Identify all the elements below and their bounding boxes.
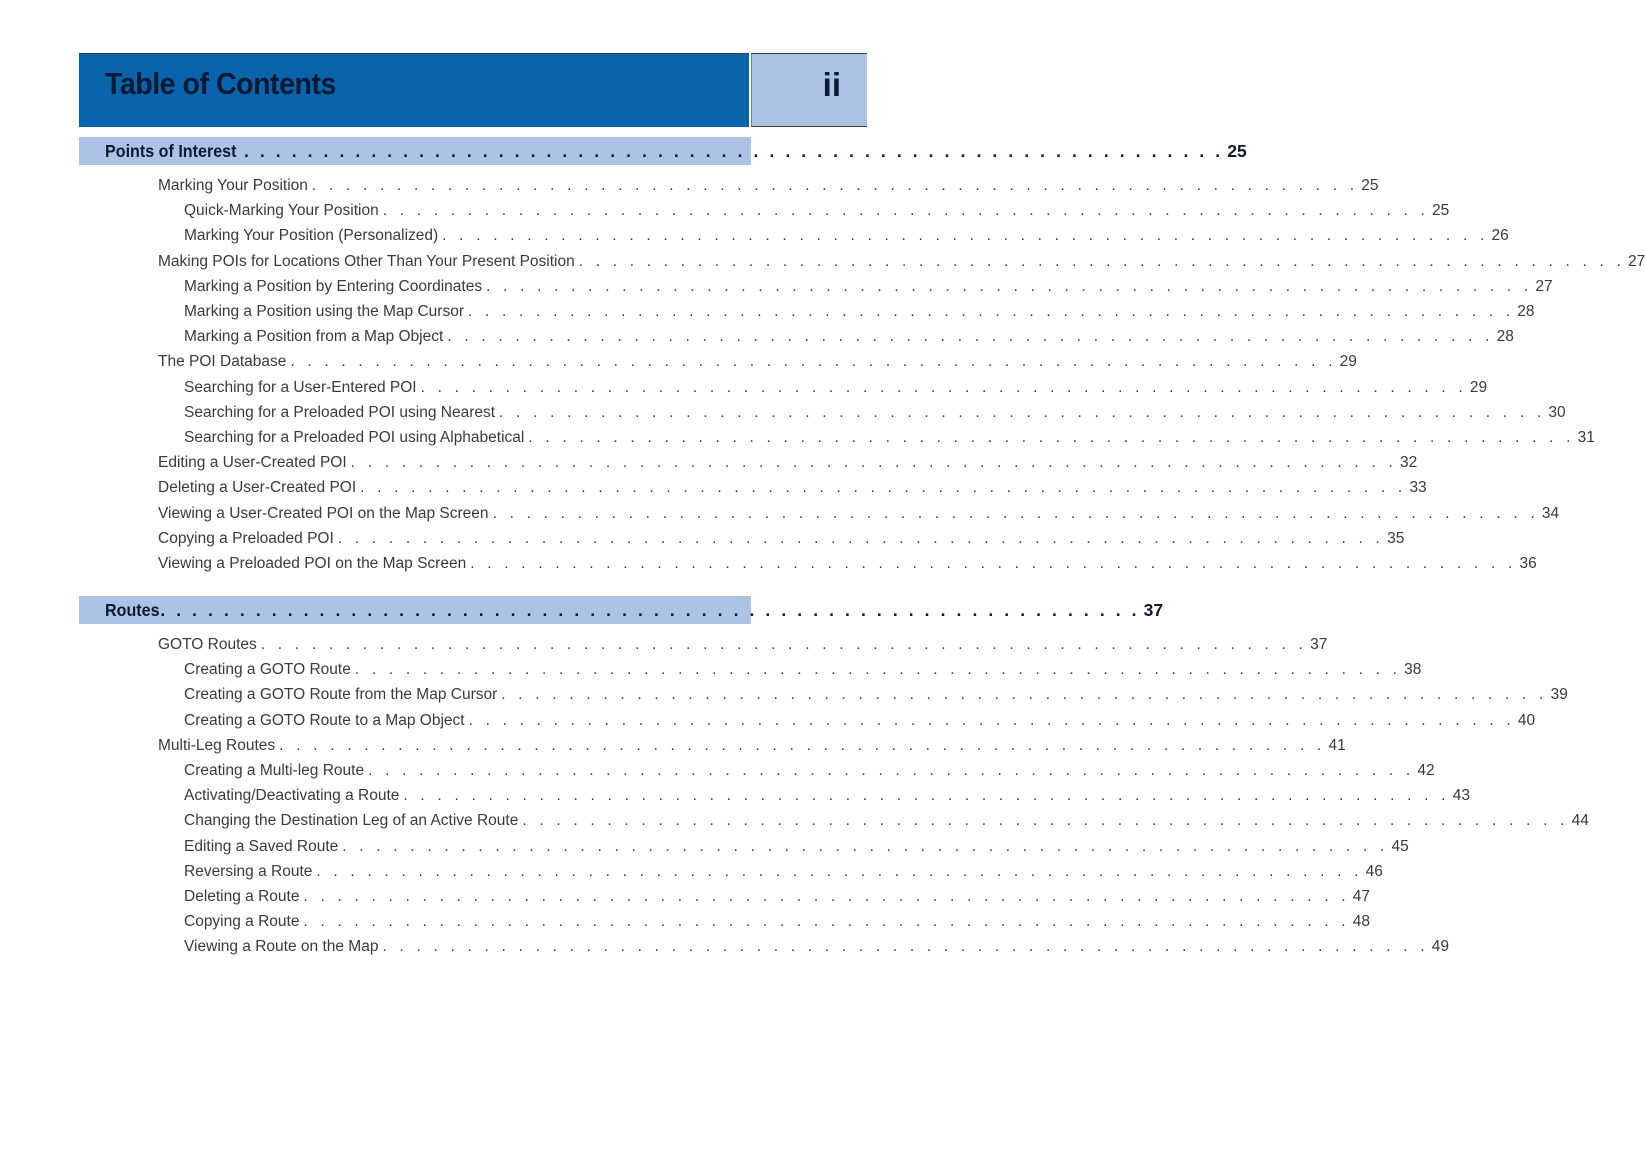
toc-subentry[interactable] <box>184 378 1488 401</box>
entry-title: Marking a Position from a Map Object <box>184 328 444 346</box>
dot-leader: . . . . . . . . . . . . . . . . . . . . . . . . . . . . . . . . . . . . . . . . . . . . . . . . . . . . . . . . . . . . . . <box>468 711 1515 729</box>
page-header <box>79 53 867 127</box>
entry-page-number: 42 <box>1417 762 1435 779</box>
entry-title: Marking Your Position <box>158 177 308 194</box>
toc-subentry[interactable] <box>184 913 1371 935</box>
dot-leader: . . . . . . . . . . . . . . . . . . . . . . . . . . . . . . . . . . . . . . . . . . . . . . . . . . . . . . . . . . . . . . <box>501 686 1548 704</box>
toc-subentry[interactable] <box>184 812 1589 834</box>
entry-title: The POI Database <box>158 353 287 371</box>
dot-leader: . . . . . . . . . . . . . . . . . . . . . . . . . . . . . . . . . . . . . . . . . . . . . . . . . . . . . . . . . . . . . . <box>360 479 1407 497</box>
dot-leader: . . . . . . . . . . . . . . . . . . . . . . . . . . . . . . . . . . . . . . . . . . . . . . . . . . . . . . . . . . . . . . <box>342 837 1389 855</box>
entry-page-number: 47 <box>1352 888 1371 905</box>
toc-subentry[interactable] <box>184 862 1383 885</box>
entry-title: Copying a Preloaded POI <box>158 529 334 547</box>
dot-leader: . . . . . . . . . . . . . . . . . . . . . . . . . . . . . . . . . . . . . . . . . . . . . . . . . . . . . . . . . . . . . . <box>382 938 1429 956</box>
entry-title: Viewing a User-Created POI on the Map Screen <box>158 504 489 522</box>
entry-page-number: 43 <box>1452 787 1470 805</box>
dot-leader: . . . . . . . . . . . . . . . . . . . . . . . . . . . . . . . . . . . . . . . . . . . . . . . . . . . . . . . . . . . . . . <box>578 252 1626 270</box>
entry-page-number: 26 <box>1491 227 1509 245</box>
dot-leader: . . . . . . . . . . . . . . . . . . . . . . . . . . . . . . . . . . . . . . . . . . . . . . . . . . . . . . . . . . . . . . <box>522 812 1569 830</box>
entry-title: Copying a Route <box>184 913 300 931</box>
dot-leader: . . . . . . . . . . . . . . . . . . . . . . . . . . . . . . . . . . . . . . . . . . . . . . . . . . . . . . . . . . . . . . <box>354 661 1402 679</box>
toc-entry[interactable] <box>158 529 1405 552</box>
entry-title: Searching for a Preloaded POI using Alphabetical <box>184 429 525 446</box>
entry-page-number: 29 <box>1339 353 1357 371</box>
entry-title: Creating a GOTO Route from the Map Cursor <box>184 686 498 704</box>
entry-page-number: 44 <box>1571 812 1589 830</box>
entry-page-number: 46 <box>1365 862 1383 880</box>
toc-subentry[interactable] <box>184 888 1371 910</box>
toc-subentry[interactable] <box>184 837 1409 860</box>
toc-entry[interactable] <box>158 555 1537 577</box>
entry-page-number: 29 <box>1469 378 1488 396</box>
entry-page-number: 37 <box>1310 636 1328 653</box>
entry-page-number: 25 <box>1361 177 1379 194</box>
toc-entry[interactable] <box>158 504 1560 527</box>
toc-subentry[interactable] <box>184 762 1435 784</box>
section-header-bar <box>79 137 1247 165</box>
dot-leader: . . . . . . . . . . . . . . . . . . . . . . . . . . . . . . . . . . . . . . . . . . . . . . . . . . . . . . . . . . . . . . <box>350 454 1397 472</box>
dot-leader: . . . . . . . . . . . . . . . . . . . . . . . . . . . . . . . . . . . . . . . . . . . . . . . . . . . . . . . . . . . . . . <box>486 277 1533 295</box>
toc-subentry[interactable] <box>184 202 1450 224</box>
toc-entry[interactable] <box>158 177 1379 199</box>
dot-leader: . . . . . . . . . . . . . . . . . . . . . . . . . . . . . . . . . . . . . . . . . . . . . . . . . . . . . . . . . . . . . . <box>279 736 1326 754</box>
entry-page-number: 32 <box>1399 454 1418 472</box>
entry-title: Marking a Position by Entering Coordinates <box>184 277 483 295</box>
toc-entry[interactable] <box>158 353 1357 375</box>
entry-page-number: 33 <box>1409 479 1427 497</box>
dot-leader: . . . . . . . . . . . . . . . . . . . . . . . . . . . . . . . . . . . . . . . . . . . . . . . . . . . . . . . . . . . . . . <box>403 787 1450 805</box>
dot-leader: . . . . . . . . . . . . . . . . . . . . . . . . . . . . . . . . . . . . . . . . . . . . . . . . . . . . . . . . . . . . . . <box>468 303 1515 320</box>
entry-page-number: 48 <box>1352 913 1371 931</box>
section-header-bar <box>79 596 1164 624</box>
toc-subentry[interactable] <box>184 711 1536 734</box>
entry-title: Editing a Saved Route <box>184 837 339 855</box>
toc-subentry[interactable] <box>184 328 1514 350</box>
entry-title: GOTO Routes <box>158 636 257 653</box>
entry-title: Multi-Leg Routes <box>158 736 276 754</box>
dot-leader: . . . . . . . . . . . . . . . . . . . . . . . . . . . . . . . . . . . . . . . . . . . . . . . . . . . . . . . . . . . . . . <box>303 913 1350 931</box>
entry-page-number: 35 <box>1387 529 1405 547</box>
toc-subentry[interactable] <box>184 227 1509 249</box>
section-page-number: 25 <box>1227 140 1247 161</box>
toc-subentry[interactable] <box>184 661 1422 683</box>
toc-entry[interactable] <box>158 479 1427 501</box>
dot-leader: . . . . . . . . . . . . . . . . . . . . . . . . . . . . . . . . . . . . . . . . . . . . . . . . . . . . . . . . . . . . . . <box>303 888 1350 905</box>
toc-entry[interactable] <box>158 252 1645 275</box>
entry-page-number: 28 <box>1496 328 1514 346</box>
dot-leader: . . . . . . . . . . . . . . . . . . . . . . . . . . . . . . . . . . . . . . . . . . . . . . . . . . . . . . . . . . . . . . <box>447 328 1494 346</box>
entry-page-number: 39 <box>1550 686 1568 704</box>
section-heading[interactable] <box>105 137 1247 165</box>
toc-subentry[interactable] <box>184 429 1595 451</box>
entry-title: Editing a User-Created POI <box>158 454 347 472</box>
entry-title: Searching for a User-Entered POI <box>184 378 417 396</box>
toc-subentry[interactable] <box>184 938 1450 960</box>
page-title: Table of Contents <box>105 66 336 101</box>
entry-title: Making POIs for Locations Other Than Your Present Position <box>158 252 575 270</box>
header-page-box <box>751 53 867 127</box>
dot-leader: . . . . . . . . . . . . . . . . . . . . . . . . . . . . . . . . . . . . . . . . . . . . . . . . . . . . . . . . . . . . . . <box>260 636 1308 653</box>
dot-leader: . . . . . . . . . . . . . . . . . . . . . . . . . . . . . . . . . . . . . . . . . . . . . . . . . . . . . . . . . . . . . . <box>499 403 1546 421</box>
entry-page-number: 45 <box>1391 837 1409 855</box>
dot-leader: . . . . . . . . . . . . . . . . . . . . . . . . . . . . . . . . . . . . . . . . . . . . . . . . . . . . . . . . . . . . . . <box>492 504 1539 522</box>
section-title: Routes <box>105 599 160 620</box>
entry-title: Viewing a Preloaded POI on the Map Screen <box>158 555 467 572</box>
page-number: ii <box>822 66 841 103</box>
dot-leader: . . . . . . . . . . . . . . . . . . . . . . . . . . . . . . . . . . . . . . . . . . . . . . . . . . . . . . . . . . . . . . <box>243 140 1224 161</box>
entry-title: Deleting a Route <box>184 888 300 905</box>
toc-subentry[interactable] <box>184 303 1535 325</box>
entry-title: Reversing a Route <box>184 862 313 880</box>
dot-leader: . . . . . . . . . . . . . . . . . . . . . . . . . . . . . . . . . . . . . . . . . . . . . . . . . . . . . . . . . . . . . . <box>470 555 1517 572</box>
dot-leader: . . . . . . . . . . . . . . . . . . . . . . . . . . . . . . . . . . . . . . . . . . . . . . . . . . . . . . . . . . . . . . <box>290 353 1337 371</box>
entry-page-number: 36 <box>1519 555 1537 572</box>
entry-page-number: 40 <box>1517 711 1536 729</box>
entry-page-number: 28 <box>1517 303 1535 320</box>
toc-entry[interactable] <box>158 636 1328 658</box>
entry-title: Creating a GOTO Route to a Map Object <box>184 711 465 729</box>
entry-title: Marking Your Position (Personalized) <box>184 227 439 245</box>
entry-page-number: 25 <box>1432 202 1450 220</box>
entry-title: Marking a Position using the Map Cursor <box>184 303 464 320</box>
section-title: Points of Interest <box>105 140 237 161</box>
toc-subentry[interactable] <box>184 277 1553 300</box>
toc-subentry[interactable] <box>184 403 1566 426</box>
section-page-number: 37 <box>1143 599 1164 620</box>
entry-title: Creating a GOTO Route <box>184 661 351 679</box>
toc-subentry[interactable] <box>184 686 1568 708</box>
entry-page-number: 49 <box>1431 938 1450 956</box>
entry-title: Searching for a Preloaded POI using Nearest <box>184 403 496 421</box>
dot-leader: . . . . . . . . . . . . . . . . . . . . . . . . . . . . . . . . . . . . . . . . . . . . . . . . . . . . . . . . . . . . . . <box>160 599 1140 620</box>
dot-leader: . . . . . . . . . . . . . . . . . . . . . . . . . . . . . . . . . . . . . . . . . . . . . . . . . . . . . . . . . . . . . . <box>382 202 1430 220</box>
dot-leader: . . . . . . . . . . . . . . . . . . . . . . . . . . . . . . . . . . . . . . . . . . . . . . . . . . . . . . . . . . . . . . <box>316 862 1363 880</box>
entry-title: Activating/Deactivating a Route <box>184 787 400 805</box>
dot-leader: . . . . . . . . . . . . . . . . . . . . . . . . . . . . . . . . . . . . . . . . . . . . . . . . . . . . . . . . . . . . . . <box>311 177 1359 194</box>
entry-page-number: 27 <box>1535 277 1553 295</box>
entry-page-number: 41 <box>1328 736 1346 754</box>
entry-title: Creating a Multi-leg Route <box>184 762 365 779</box>
dot-leader: . . . . . . . . . . . . . . . . . . . . . . . . . . . . . . . . . . . . . . . . . . . . . . . . . . . . . . . . . . . . . . <box>337 529 1385 547</box>
dot-leader: . . . . . . . . . . . . . . . . . . . . . . . . . . . . . . . . . . . . . . . . . . . . . . . . . . . . . . . . . . . . . . <box>368 762 1415 779</box>
entry-page-number: 38 <box>1404 661 1422 679</box>
entry-page-number: 30 <box>1548 403 1566 421</box>
dot-leader: . . . . . . . . . . . . . . . . . . . . . . . . . . . . . . . . . . . . . . . . . . . . . . . . . . . . . . . . . . . . . . <box>442 227 1489 245</box>
entry-page-number: 31 <box>1577 429 1595 446</box>
entry-title: Viewing a Route on the Map <box>184 938 379 956</box>
dot-leader: . . . . . . . . . . . . . . . . . . . . . . . . . . . . . . . . . . . . . . . . . . . . . . . . . . . . . . . . . . . . . . <box>528 429 1575 446</box>
entry-page-number: 27 <box>1628 252 1645 270</box>
toc-entry[interactable] <box>158 454 1418 476</box>
header-title-box <box>79 53 749 127</box>
dot-leader: . . . . . . . . . . . . . . . . . . . . . . . . . . . . . . . . . . . . . . . . . . . . . . . . . . . . . . . . . . . . . . <box>420 378 1467 396</box>
section-heading[interactable] <box>105 596 1164 624</box>
entry-title: Quick-Marking Your Position <box>184 202 379 220</box>
toc-entry[interactable] <box>158 736 1346 759</box>
toc-subentry[interactable] <box>184 787 1470 809</box>
entry-title: Deleting a User-Created POI <box>158 479 357 497</box>
entry-page-number: 34 <box>1541 504 1560 522</box>
entry-title: Changing the Destination Leg of an Active Route <box>184 812 519 830</box>
